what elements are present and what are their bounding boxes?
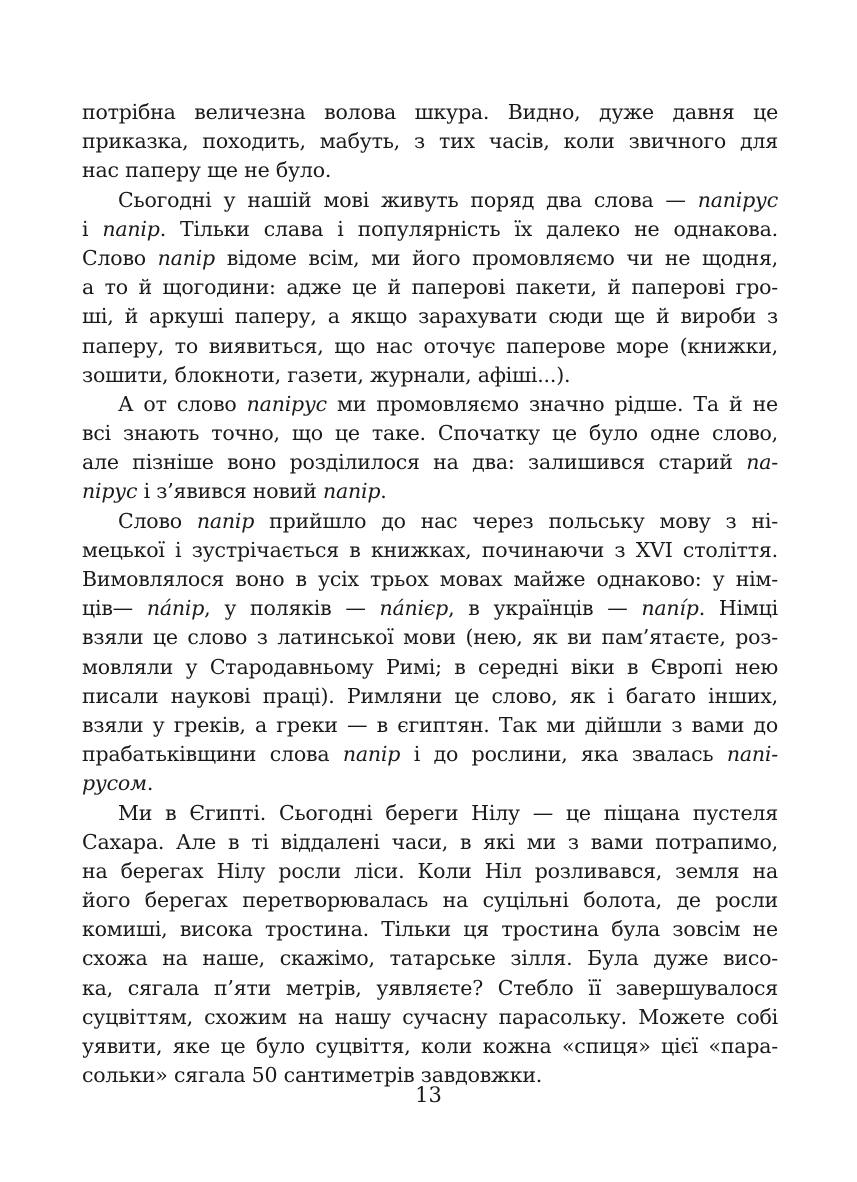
text-segment: на берегах Нілу росли ліси. Коли Ніл розливався, земля на — [82, 858, 778, 883]
italic-term: па́пір — [146, 596, 205, 621]
text-segment: Ми в Єгипті. Сьогодні береги Нілу — це піщана пустеля — [118, 800, 778, 825]
italic-term: папірус — [697, 187, 778, 212]
text-segment: ші, й аркуші паперу, а якщо зарахувати сюди ще й вироби з — [82, 304, 778, 329]
text-segment: а то й щогодини: адже це й паперові пакети, й паперові гро- — [82, 275, 778, 300]
italic-term: папір — [157, 245, 215, 270]
text-segment: сольки» сягала 50 сантиметрів завдовжки. — [82, 1063, 543, 1088]
text-segment: мецької і зустрічається в книжках, починаючи з XVI століття. — [82, 537, 778, 562]
italic-term: папір — [322, 479, 381, 504]
text-line — [82, 536, 778, 565]
text-segment: мовляли у Стародавньому Римі; в середні віки в Європі нею — [82, 654, 778, 679]
italic-term: папір — [102, 216, 160, 241]
text-line — [82, 448, 778, 477]
text-line — [82, 653, 778, 682]
text-line — [82, 1032, 778, 1061]
text-line — [82, 98, 778, 127]
text-line — [82, 419, 778, 448]
text-segment: ців— — [82, 596, 147, 621]
text-line — [82, 769, 778, 798]
body-text — [82, 98, 778, 1090]
text-segment: Сахара. Але в ті віддалені часи, в які ми з вами потрапимо, — [82, 829, 778, 854]
text-line — [82, 332, 778, 361]
text-segment: прабатьківщини слова — [82, 742, 343, 767]
italic-term: папір — [196, 508, 255, 533]
text-line — [82, 740, 778, 769]
text-line — [82, 156, 778, 185]
text-line — [82, 302, 778, 331]
text-line — [82, 857, 778, 886]
text-segment: , в українців — — [448, 596, 642, 621]
text-segment: всі знають точно, що це таке. Спочатку це було одне слово, — [82, 421, 778, 446]
text-line — [82, 361, 778, 390]
text-segment: ми промовляємо значно рідше. Та й не — [326, 391, 778, 416]
italic-term: папір — [342, 742, 401, 767]
text-line — [82, 390, 778, 419]
text-line — [82, 215, 778, 244]
text-line — [82, 623, 778, 652]
text-segment: паперу, то виявиться, що нас оточує паперове море (книжки, — [82, 333, 778, 358]
text-segment: але пізніше воно розділилося на два: залишився старий — [82, 450, 747, 475]
text-segment: відоме всім, ми його промовляємо чи не щодня, — [214, 245, 778, 270]
text-line — [82, 477, 778, 506]
text-segment: . — [146, 771, 154, 796]
text-line — [82, 507, 778, 536]
text-line — [82, 244, 778, 273]
italic-term: пірус — [82, 479, 138, 504]
text-segment: А от слово — [118, 391, 247, 416]
text-segment: ка, сягала п’яти метрів, уявляєте? Стебло її завершувалося — [82, 975, 778, 1000]
text-line — [82, 915, 778, 944]
text-segment: уявити, яке це було суцвіття, коли кожна «спиця» цієї «пара- — [82, 1034, 778, 1058]
text-segment: суцвіттям, схожим на нашу сучасну парасольку. Можете собі — [82, 1004, 778, 1029]
text-line — [82, 974, 778, 1003]
text-segment: комиші, висока тростина. Тільки ця тростина була зовсім не — [82, 917, 778, 942]
text-line — [82, 828, 778, 857]
text-segment: його берегах перетворювалась на суцільні болота, де росли — [82, 888, 778, 913]
text-line — [82, 594, 778, 623]
text-segment: нас паперу ще не було. — [82, 158, 332, 183]
text-segment: Слово — [82, 245, 158, 270]
text-segment: прийшло до нас через польську мову з ні- — [254, 508, 779, 533]
text-segment: потрібна величезна волова шкура. Видно, дуже давня це — [82, 100, 778, 124]
italic-term: па- — [746, 450, 778, 475]
text-line — [82, 1003, 778, 1032]
italic-term: папірус — [246, 391, 327, 416]
text-segment: і — [82, 216, 103, 241]
text-segment: взяли це слово з латинської мови (нею, як ви пам’ятаєте, роз- — [82, 625, 778, 650]
text-segment: писали наукові праці). Римляни це слово, як і багато інших, — [82, 683, 778, 708]
italic-term: папі́р — [641, 596, 699, 621]
text-segment: . — [380, 479, 387, 504]
text-line — [82, 273, 778, 302]
page-number: 13 — [415, 1083, 442, 1107]
text-segment: Вимовлялося воно в усіх трьох мовах майже однаково: у нім- — [82, 567, 778, 591]
italic-term: русом — [82, 771, 147, 796]
text-segment: . Тільки слава і популярність їх далеко не однакова. — [159, 216, 778, 241]
text-line — [82, 944, 778, 973]
text-segment: приказка, походить, мабуть, з тих часів, коли звичного для — [82, 129, 778, 154]
text-line — [82, 565, 778, 594]
text-segment: зошити, блокноти, газети, журнали, афіші...). — [82, 362, 571, 387]
text-segment: . Німці — [698, 596, 778, 621]
text-line — [82, 127, 778, 156]
text-line — [82, 186, 778, 215]
text-segment: і до рослини, яка звалась — [400, 742, 727, 767]
text-segment: і з’явився новий — [137, 479, 323, 504]
italic-term: папі- — [726, 742, 778, 767]
text-segment: Слово — [118, 508, 197, 533]
text-segment: Сьогодні у нашій мові живуть поряд два слова — — [118, 187, 698, 212]
text-segment: взяли у греків, а греки — в єгиптян. Так ми дійшли з вами до — [82, 712, 778, 737]
text-line — [82, 886, 778, 915]
italic-term: па́пієр — [379, 596, 449, 621]
text-line — [82, 682, 778, 711]
text-line — [82, 799, 778, 828]
text-line — [82, 711, 778, 740]
text-segment: схожа на наше, скажімо, татарське зілля. Була дуже висо- — [82, 946, 778, 971]
text-segment: , у поляків — — [204, 596, 380, 621]
